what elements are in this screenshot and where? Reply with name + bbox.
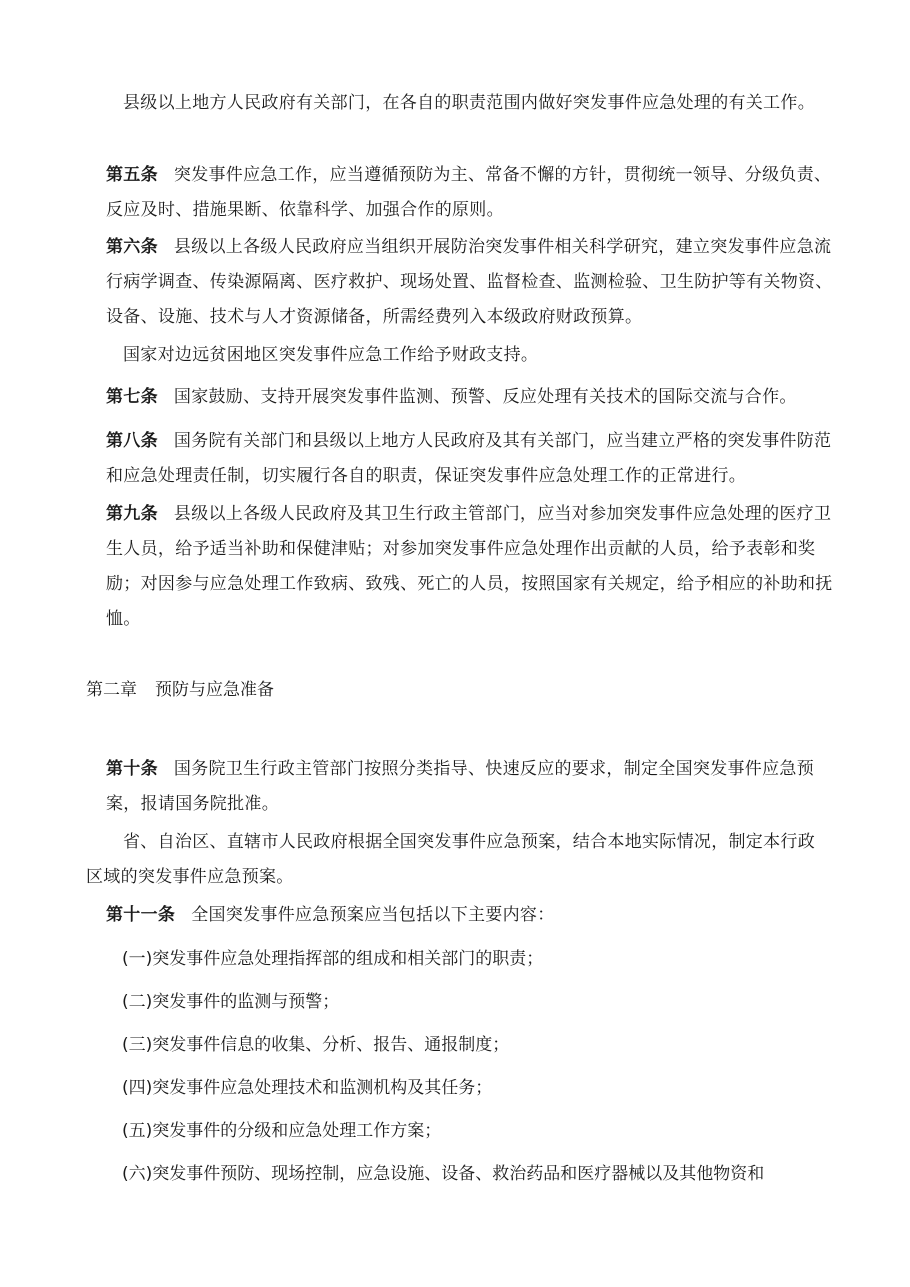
- article-7: [86, 380, 848, 415]
- chapter-heading: [86, 673, 274, 708]
- article-heading: 第七条: [106, 387, 158, 407]
- article-6-paragraph-2: 国家对边远贫困地区突发事件应急工作给予财政支持。: [123, 345, 539, 365]
- article-heading: 第十一条: [106, 905, 176, 925]
- list-item: (五)突发事件的分级和应急处理工作方案；: [122, 1121, 442, 1141]
- article-heading: 第八条: [106, 431, 158, 451]
- article-11: [86, 898, 848, 933]
- list-item: (一)突发事件应急处理指挥部的组成和相关部门的职责；: [122, 949, 544, 969]
- article-text: 突发事件应急工作，应当遵循预防为主、常备不懈的方针，贯彻统一领导、分级负责、反应及时、措施果断、依靠科学、加强合作的原则。: [106, 165, 832, 220]
- article-10-paragraph-2: 省、自治区、直辖市人民政府根据全国突发事件应急预案，结合本地实际情况，制定本行政区域的突发事件应急预案。: [86, 832, 815, 887]
- list-item: (四)突发事件应急处理技术和监测机构及其任务；: [122, 1078, 493, 1098]
- article-9: [86, 497, 848, 637]
- list-item: (六)突发事件预防、现场控制，应急设施、设备、救治药品和医疗器械以及其他物资和: [122, 1164, 765, 1184]
- chapter-number: 第二章: [86, 680, 137, 700]
- article-heading: 第十条: [106, 759, 158, 779]
- list-item: (三)突发事件信息的收集、分析、报告、通报制度；: [122, 1035, 510, 1055]
- article-5: [86, 158, 848, 228]
- article-10: [86, 752, 848, 822]
- article-text: 国务院卫生行政主管部门按照分类指导、快速反应的要求，制定全国突发事件应急预案，报请国务院批准。: [106, 759, 815, 814]
- article-text: 县级以上各级人民政府应当组织开展防治突发事件相关科学研究，建立突发事件应急流行病学调查、传染源隔离、医疗救护、现场处置、监督检查、监测检验、卫生防护等有关物资、设备、设施、技术与人才资源储备，所需经费列入本级政府财政预算。: [106, 237, 833, 327]
- paragraph-county-departments: 县级以上地方人民政府有关部门，在各自的职责范围内做好突发事件应急处理的有关工作。: [123, 93, 815, 113]
- chapter-title: 预防与应急准备: [155, 680, 274, 700]
- article-heading: 第九条: [106, 504, 158, 524]
- list-item: (二)突发事件的监测与预警；: [122, 992, 340, 1012]
- article-heading: 第六条: [106, 237, 158, 257]
- article-8: [86, 424, 848, 494]
- article-text: 全国突发事件应急预案应当包括以下主要内容：: [191, 905, 555, 925]
- article-text: 国务院有关部门和县级以上地方人民政府及其有关部门，应当建立严格的突发事件防范和应急处理责任制，切实履行各自的职责，保证突发事件应急处理工作的正常进行。: [106, 431, 832, 486]
- article-6: [86, 230, 848, 335]
- article-text: 国家鼓励、支持开展突发事件监测、预警、反应处理有关技术的国际交流与合作。: [173, 387, 797, 407]
- article-heading: 第五条: [106, 165, 158, 185]
- article-text: 县级以上各级人民政府及其卫生行政主管部门，应当对参加突发事件应急处理的医疗卫生人员，给予适当补助和保健津贴；对参加突发事件应急处理作出贡献的人员，给予表彰和奖励；对因参与应急处理工作致病、致残、死亡的人员，按照国家有关规定，给予相应的补助和抚恤。: [106, 504, 833, 629]
